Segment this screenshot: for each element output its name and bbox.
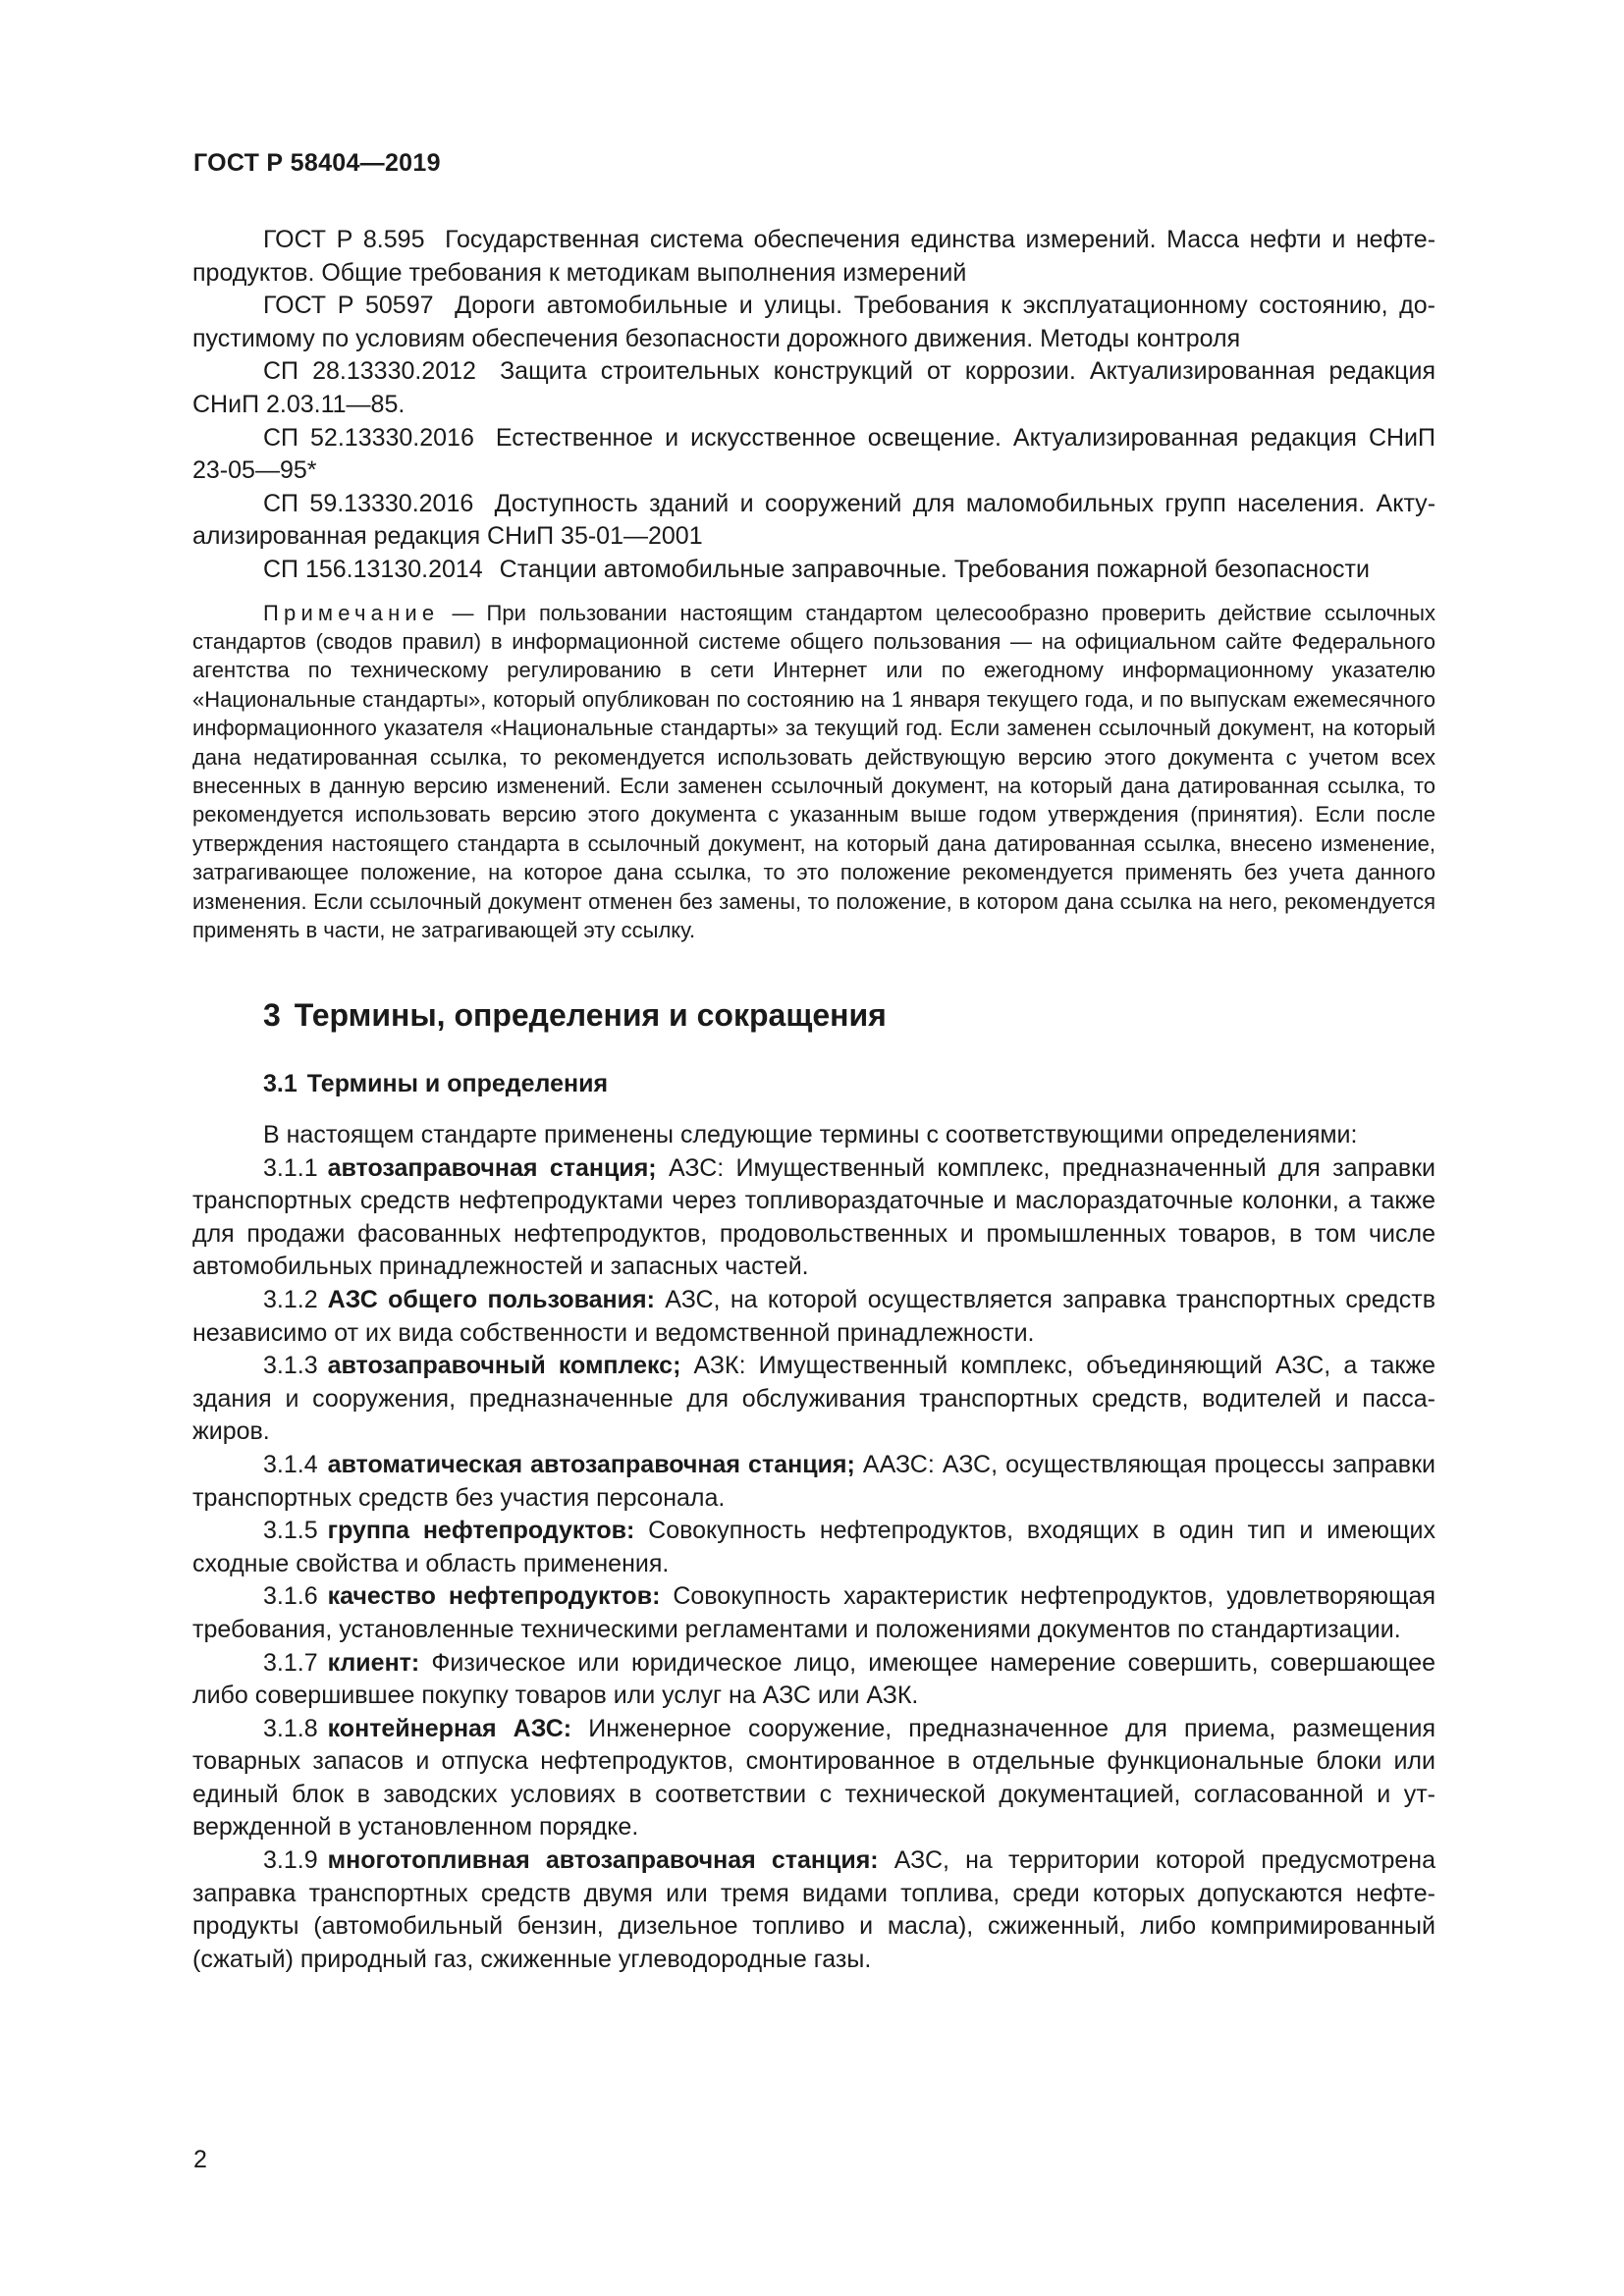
term-entry bbox=[192, 1844, 1435, 1976]
term-definition: ААЗС: АЗС, осуществляющая процессы заправки транспортных средств без участия персонала. bbox=[192, 1450, 1435, 1512]
reference-item bbox=[192, 488, 1435, 554]
reference-title: Защита строительных конструкций от коррозии. Актуализированная редакция СНиП 2.03.11—85. bbox=[192, 357, 1435, 418]
term-name: автозаправочная станция; bbox=[327, 1153, 657, 1182]
document-body bbox=[192, 224, 1435, 1976]
page-number: 2 bbox=[193, 2146, 207, 2173]
term-name: АЗС общего пользования: bbox=[327, 1285, 655, 1313]
term-definition: АЗК: Имущественный комплекс, объединяющий АЗС, а также здания и сооружения, предназначенные для обслуживания транспортных средств, водителей и пассажиров. bbox=[192, 1352, 1435, 1446]
term-number: 3.1.3 bbox=[263, 1352, 318, 1380]
term-definition: АЗС, на которой осуществляется заправка транспортных средств независимо от их вида собственности и ведомственной принадлежности. bbox=[192, 1285, 1435, 1347]
term-definition: АЗС, на территории которой предусмотрена заправка транспортных средств двумя или тремя видами топлива, среди которых допускаются нефтепродукты (автомобильный бензин, дизельное топливо и масла), сжиженный, либо компримированный (сжатый) природный газ, сжиженные углеводородные газы. bbox=[192, 1846, 1436, 1973]
note-text: — При пользовании настоящим стандартом целесообразно проверить действие ссылочных стандартов (сводов правил) в информационной системе общего пользования — на официальном сайте Федерального агентства по техническому регулированию в сети Интернет или по ежегодному информационному указателю «Национальные стандарты», который опубликован по состоянию на 1 января текущего года, и по выпускам ежемесячного информационного указателя «Национальные стандарты» за текущий год. Если заменен ссылочный документ, на который дана недатированная ссылка, то рекомендуется использовать действующую версию этого документа с учетом всех внесенных в данную версию изменений. Если заменен ссылочный документ, на который дана датированная ссылка, то рекомендуется использовать версию этого документа с указанным выше годом утверждения (принятия). Если после утверждения настоящего стандарта в ссылочный документ, на который дана датированная ссылка, внесено изменение, затрагивающее положение, на которое дана ссылка, то это положение рекомендуется применять без учета данного изменения. Если ссылочный документ отменен без замены, то положение, в котором дана ссылка на него, рекомендуется применять в части, не затрагивающей эту ссылку. bbox=[192, 600, 1435, 942]
section-title: Термины, определения и сокращения bbox=[294, 997, 887, 1034]
reference-item bbox=[192, 422, 1435, 488]
reference-title: Дороги автомобильные и улицы. Требования к эксплуатационному состоянию, допустимому по условиям обеспечения безопасности дорожного движения. Методы контроля bbox=[192, 292, 1435, 352]
reference-item bbox=[192, 224, 1435, 290]
term-definition: АЗС: Имущественный комплекс, предназначенный для заправки транспортных средств нефтепродуктами через топливораздаточные и маслораздаточные колонки, а также для продажи фасованных нефтепродуктов, продовольственных и промышленных товаров, в том числе автомобильных принадлежностей и запасных частей. bbox=[192, 1153, 1436, 1281]
term-entry bbox=[192, 1449, 1435, 1515]
term-name: контейнерная АЗС: bbox=[327, 1714, 572, 1742]
term-name: клиент: bbox=[327, 1648, 420, 1677]
reference-item bbox=[192, 554, 1435, 587]
term-entry bbox=[192, 1515, 1435, 1580]
reference-code: ГОСТ Р 50597 bbox=[263, 292, 434, 320]
term-entry bbox=[192, 1284, 1435, 1350]
references-list bbox=[192, 224, 1435, 587]
reference-title: Естественное и искусственное освещение. Актуализированная редакция СНиП 23-05—95* bbox=[192, 423, 1435, 485]
term-definition: Совокупность нефтепродуктов, входящих в один тип и имеющих сходные свойства и область применения. bbox=[192, 1517, 1435, 1577]
term-name: автоматическая автозаправочная станция; bbox=[327, 1450, 855, 1478]
reference-item bbox=[192, 290, 1435, 355]
term-number: 3.1.5 bbox=[263, 1517, 318, 1545]
term-definition: Физическое или юридическое лицо, имеющее намерение совершить, совершающее либо совершившее покупку товаров или услуг на АЗС или АЗК. bbox=[192, 1648, 1435, 1710]
reference-item bbox=[192, 355, 1435, 421]
term-definition: Совокупность характеристик нефтепродуктов, удовлетворяющая требования, установленные техническими регламентами и положениями документов по стандартизации. bbox=[192, 1582, 1435, 1643]
reference-code: СП 28.13330.2012 bbox=[263, 357, 476, 386]
subsection-heading bbox=[263, 1068, 1435, 1101]
term-entry bbox=[192, 1647, 1435, 1713]
reference-title: Станции автомобильные заправочные. Требования пожарной безопасности bbox=[499, 555, 1370, 583]
note-paragraph bbox=[192, 599, 1435, 945]
reference-code: ГОСТ Р 8.595 bbox=[263, 226, 425, 253]
note-label: Примечание bbox=[263, 600, 440, 625]
reference-code: СП 52.13330.2016 bbox=[263, 423, 474, 452]
reference-title: Государственная система обеспечения единства измерений. Масса нефти и нефтепродуктов. Общие требования к методикам выполнения измерений bbox=[192, 226, 1436, 287]
term-entry bbox=[192, 1713, 1435, 1844]
term-name: автозаправочный комплекс; bbox=[327, 1352, 681, 1380]
term-number: 3.1.6 bbox=[263, 1582, 318, 1611]
term-number: 3.1.9 bbox=[263, 1846, 318, 1875]
section-number: 3 bbox=[263, 997, 281, 1034]
reference-code: СП 156.13130.2014 bbox=[263, 555, 483, 583]
section-intro: В настоящем стандарте применены следующие термины с соответствующими определениями: bbox=[263, 1121, 1358, 1148]
reference-title: Доступность зданий и сооружений для маломобильных групп населения. Актуализированная редакция СНиП 35-01—2001 bbox=[192, 489, 1436, 551]
reference-code: СП 59.13330.2016 bbox=[263, 489, 474, 517]
document-header: ГОСТ Р 58404—2019 bbox=[193, 149, 441, 177]
subsection-number: 3.1 bbox=[263, 1070, 298, 1098]
term-name: группа нефтепродуктов: bbox=[327, 1517, 635, 1545]
term-entry bbox=[192, 1350, 1435, 1449]
term-definition: Инженерное сооружение, предназначенное для приема, размещения товарных запасов и отпуска нефтепродуктов, смонтированное в отдельные функциональные блоки или единый блок в заводских условиях в соответствии с технической документацией, согласованной и утвержденной в установленном порядке. bbox=[192, 1714, 1435, 1842]
term-entry bbox=[192, 1152, 1435, 1284]
term-number: 3.1.1 bbox=[263, 1153, 318, 1182]
term-number: 3.1.4 bbox=[263, 1450, 318, 1478]
term-number: 3.1.2 bbox=[263, 1285, 318, 1313]
section-heading bbox=[263, 995, 1435, 1035]
term-name: качество нефтепродуктов: bbox=[327, 1582, 661, 1611]
term-number: 3.1.7 bbox=[263, 1648, 318, 1677]
term-name: многотопливная автозаправочная станция: bbox=[327, 1846, 879, 1875]
term-number: 3.1.8 bbox=[263, 1714, 318, 1742]
subsection-title: Термины и определения bbox=[306, 1070, 609, 1098]
term-entry bbox=[192, 1580, 1435, 1646]
